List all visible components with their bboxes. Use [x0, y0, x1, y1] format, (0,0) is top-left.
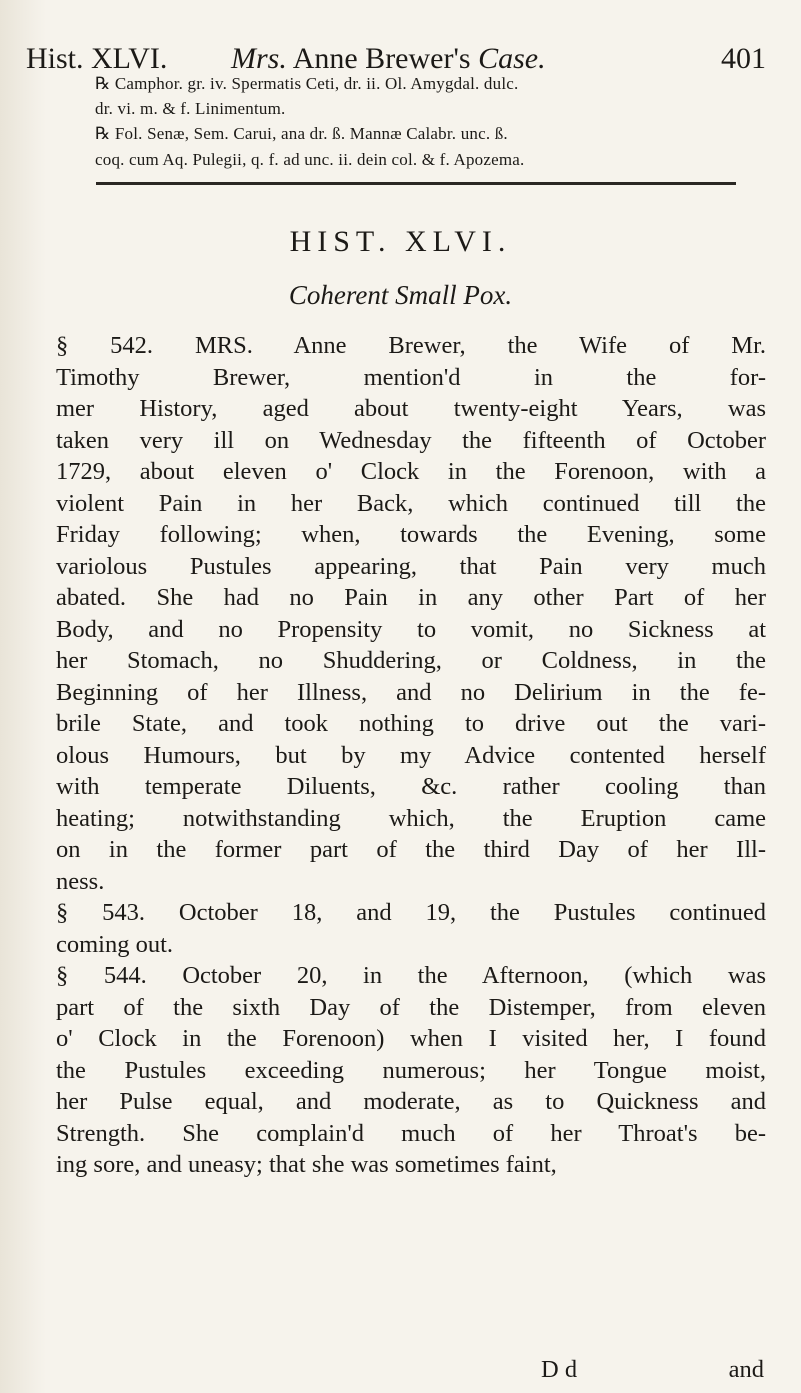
p542-line: with temperate Diluents, &c. rather cooling than [56, 773, 766, 800]
header-case: Case. [478, 42, 546, 75]
case-text [56, 330, 766, 1181]
p544-line: her Pulse equal, and moderate, as to Quickness and [56, 1088, 766, 1115]
p542-line: on in the former part of the third Day of her Ill- [56, 836, 766, 863]
page-footer [56, 1356, 766, 1388]
p544-line: Strength. She complain'd much of her Throat's be- [56, 1119, 766, 1147]
signature-mark: D d [541, 1356, 578, 1383]
p542-line: her Stomach, no Shuddering, or Coldness, in the [56, 647, 766, 674]
p542-line: Friday following; when, towards the Evening, some [56, 521, 766, 548]
section-rule [96, 182, 736, 185]
p542-line: ness. [56, 867, 105, 895]
history-subtitle: Coherent Small Pox. [288, 280, 513, 310]
p544-line: the Pustules exceeding numerous; her Tongue moist, [56, 1056, 766, 1084]
p542-line: mer History, aged about twenty-eight Years, was [56, 395, 766, 422]
p542-line: olous Humours, but by my Advice contented herself [56, 741, 766, 769]
p543-line: coming out. [56, 930, 174, 958]
p542-line: § 542. MRS. Anne Brewer, the Wife of Mr. [56, 332, 766, 359]
prescription-line-4: coq. cum Aq. Pulegii, q. f. ad unc. ii. dein col. & f. Apozema. [95, 150, 525, 169]
prescription-line-3: ℞ Fol. Senæ, Sem. Carui, ana dr. ß. Mannæ Calabr. unc. ß. [95, 124, 508, 143]
header-mrs: Mrs. [231, 42, 287, 75]
catchword: and [728, 1356, 764, 1383]
p544-line: § 544. October 20, in the Afternoon, (which was [56, 962, 766, 989]
paragraph-542 [56, 330, 766, 897]
page-gutter [0, 0, 46, 1393]
p542-line: heating; notwithstanding which, the Eruption came [56, 804, 766, 832]
paragraph-544 [56, 960, 766, 1181]
p542-line: abated. She had no Pain in any other Part of her [56, 584, 766, 611]
p542-line: brile State, and took nothing to drive out the vari- [56, 710, 766, 737]
page-number: 401 [721, 42, 766, 75]
p542-line: violent Pain in her Back, which continued till the [56, 489, 766, 517]
p542-line: taken very ill on Wednesday the fifteenth of October [56, 426, 766, 454]
prescription-line-1: ℞ Camphor. gr. iv. Spermatis Ceti, dr. ii. Ol. Amygdal. dulc. [95, 74, 519, 93]
p544-line: o' Clock in the Forenoon) when I visited her, I found [56, 1025, 766, 1052]
p542-line: Timothy Brewer, mention'd in the for- [56, 363, 766, 391]
p542-line: variolous Pustules appearing, that Pain very much [56, 552, 766, 580]
prescription-line-2: dr. vi. m. & f. Linimentum. [95, 99, 286, 118]
paragraph-543 [56, 897, 766, 960]
p543-line: § 543. October 18, and 19, the Pustules continued [56, 899, 766, 926]
p542-line: Body, and no Propensity to vomit, no Sickness at [56, 615, 766, 643]
history-title: HIST. XLVI. [289, 225, 512, 258]
header-history-number: Hist. XLVI. [26, 42, 168, 75]
p544-line: part of the sixth Day of the Distemper, from eleven [56, 993, 766, 1021]
header-title [231, 42, 546, 76]
header-name: Anne Brewer's [292, 42, 471, 75]
p542-line: 1729, about eleven o' Clock in the Forenoon, with a [56, 458, 766, 485]
p542-line: Beginning of her Illness, and no Delirium in the fe- [56, 678, 766, 706]
p544-line: ing sore, and uneasy; that she was sometimes faint, [56, 1151, 557, 1178]
